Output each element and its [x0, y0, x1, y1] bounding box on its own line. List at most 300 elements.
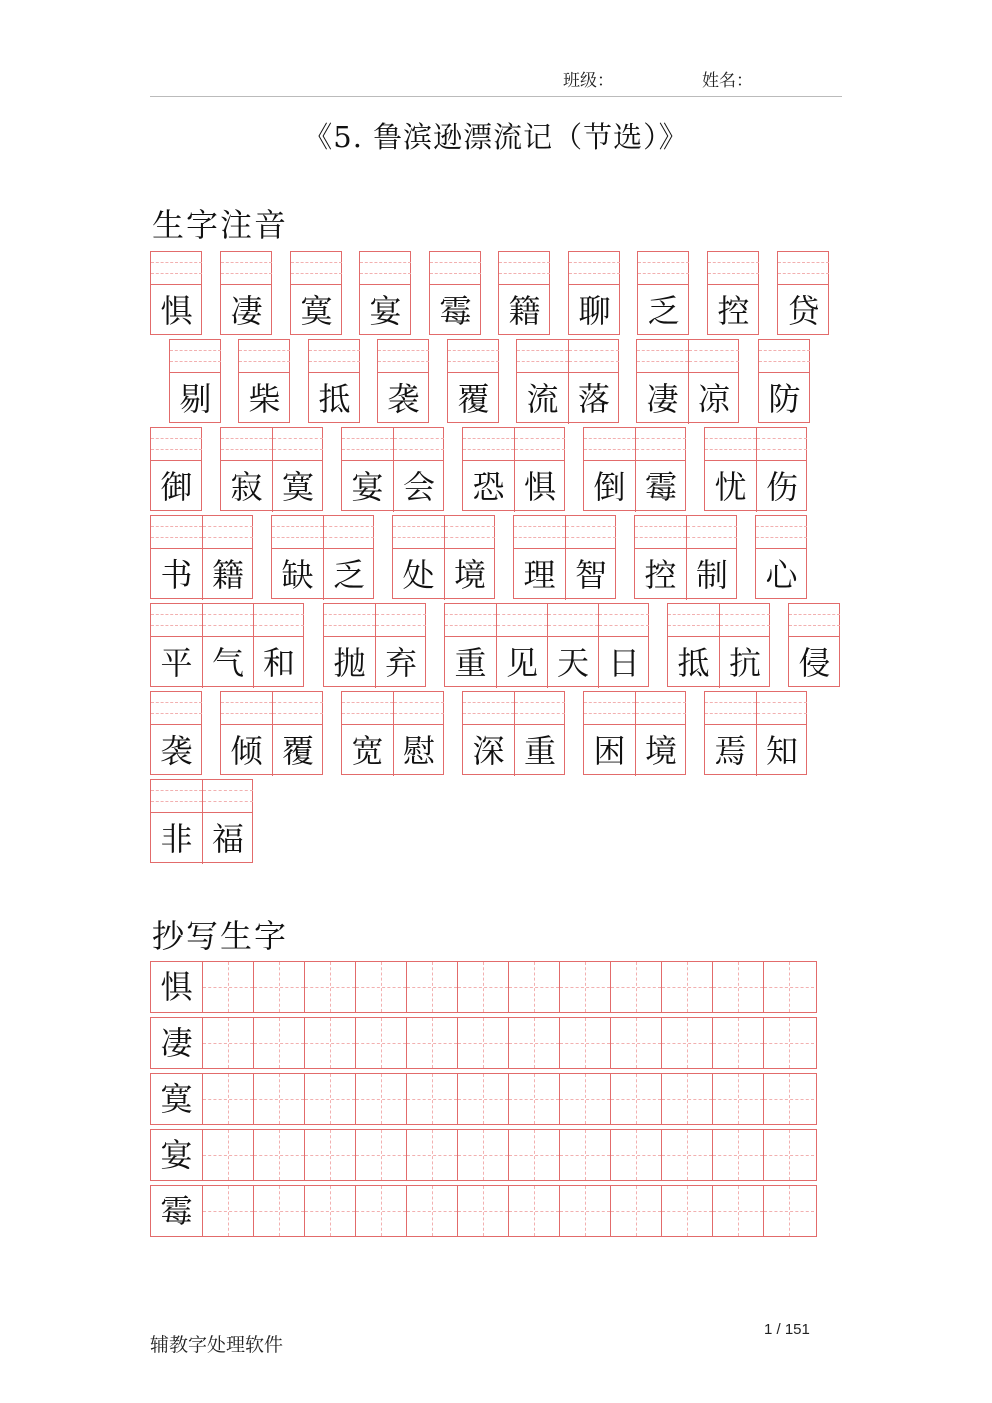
guide-line — [221, 702, 272, 703]
guide-line — [356, 1211, 406, 1212]
guide-line — [324, 537, 374, 538]
pinyin-writing-area — [705, 692, 756, 725]
guide-line — [151, 614, 202, 615]
guide-line — [151, 537, 202, 538]
guide-line — [636, 449, 686, 450]
guide-line — [305, 1043, 355, 1044]
pinyin-writing-area — [566, 516, 616, 549]
hanzi-character: 抵 — [318, 380, 351, 418]
guide-line — [203, 625, 253, 626]
hanzi-character: 寂 — [230, 468, 263, 506]
guide-line — [708, 262, 759, 263]
hanzi-character: 覆 — [457, 380, 490, 418]
character-cell — [668, 604, 719, 688]
guide-line — [151, 262, 202, 263]
character-cell — [547, 604, 598, 688]
pinyin-writing-area — [757, 692, 807, 725]
guide-line — [254, 1211, 304, 1212]
hanzi-character: 乏 — [647, 292, 680, 330]
character-cell — [221, 692, 272, 776]
practice-cell — [559, 1186, 610, 1236]
hanzi-character: 覆 — [281, 732, 314, 770]
guide-line — [611, 1155, 661, 1156]
practice-cell — [202, 1074, 253, 1124]
hanzi-character: 焉 — [714, 732, 747, 770]
practice-cell — [712, 1186, 763, 1236]
guide-line — [713, 1155, 763, 1156]
practice-cell — [151, 962, 202, 1012]
guide-line — [407, 1099, 457, 1100]
guide-line — [689, 361, 739, 362]
guide-line — [687, 537, 737, 538]
copy-row — [150, 1073, 817, 1125]
guide-line — [708, 273, 759, 274]
hanzi-character: 弃 — [384, 644, 417, 682]
guide-line — [356, 1043, 406, 1044]
guide-line — [757, 449, 807, 450]
pinyin-writing-area — [151, 516, 202, 549]
word-box — [150, 251, 202, 335]
guide-line — [515, 702, 565, 703]
hanzi-character: 控 — [717, 292, 750, 330]
guide-line — [764, 1211, 814, 1212]
guide-line — [499, 273, 550, 274]
hanzi-character: 凉 — [697, 380, 730, 418]
practice-cell — [304, 1186, 355, 1236]
character-cell — [221, 428, 272, 512]
footer-software: 辅教字处理软件 — [150, 1334, 284, 1356]
pinyin-writing-area — [569, 252, 620, 285]
pinyin-writing-area — [463, 692, 514, 725]
hanzi-character: 恐 — [472, 468, 505, 506]
hanzi-character: 凄 — [646, 380, 679, 418]
word-box — [220, 691, 323, 775]
pinyin-writing-area — [569, 340, 619, 373]
guide-line — [611, 1211, 661, 1212]
hanzi-character: 慰 — [402, 732, 435, 770]
word-box — [150, 779, 253, 863]
guide-line — [662, 1155, 712, 1156]
hanzi-character: 霉 — [439, 292, 472, 330]
practice-cell — [457, 1018, 508, 1068]
guide-line — [764, 987, 814, 988]
practice-cell — [355, 962, 406, 1012]
character-cell — [778, 252, 829, 336]
pinyin-writing-area — [635, 516, 686, 549]
guide-line — [273, 449, 323, 450]
character-cell — [272, 428, 323, 512]
hanzi-character: 倾 — [230, 732, 263, 770]
guide-line — [668, 625, 719, 626]
hanzi-character: 袭 — [160, 732, 193, 770]
hanzi-character: 缺 — [281, 556, 314, 594]
model-character: 寞 — [151, 1074, 202, 1124]
guide-line — [151, 526, 202, 527]
practice-cell — [151, 1074, 202, 1124]
hanzi-character: 防 — [768, 380, 801, 418]
character-cell — [638, 252, 689, 336]
hanzi-character: 制 — [695, 556, 728, 594]
hanzi-character: 日 — [607, 644, 640, 682]
character-cell — [514, 692, 565, 776]
guide-line — [221, 438, 272, 439]
practice-cell — [457, 1130, 508, 1180]
hanzi-character: 柴 — [248, 380, 281, 418]
word-box — [704, 691, 807, 775]
guide-line — [611, 1043, 661, 1044]
practice-cell — [253, 962, 304, 1012]
word-box — [513, 515, 616, 599]
guide-line — [560, 1211, 610, 1212]
practice-cell — [508, 1074, 559, 1124]
guide-line — [203, 537, 253, 538]
pinyin-writing-area — [689, 340, 739, 373]
pinyin-writing-area — [497, 604, 547, 637]
practice-cell — [559, 962, 610, 1012]
pinyin-writing-area — [273, 692, 323, 725]
guide-line — [584, 713, 635, 714]
practice-cell — [304, 1130, 355, 1180]
hanzi-character: 抗 — [728, 644, 761, 682]
pinyin-writing-area — [638, 252, 689, 285]
pinyin-writing-area — [376, 604, 426, 637]
guide-line — [509, 1043, 559, 1044]
character-cell — [756, 516, 807, 600]
pinyin-writing-area — [309, 340, 360, 373]
practice-cell — [253, 1130, 304, 1180]
word-box — [444, 603, 649, 687]
character-cell — [151, 604, 202, 688]
hanzi-character: 霉 — [644, 468, 677, 506]
practice-cell — [253, 1074, 304, 1124]
guide-line — [356, 987, 406, 988]
pinyin-writing-area — [291, 252, 342, 285]
guide-line — [638, 273, 689, 274]
practice-cell — [508, 1130, 559, 1180]
hanzi-character: 境 — [644, 732, 677, 770]
character-cell — [393, 516, 444, 600]
practice-cell — [661, 1074, 712, 1124]
character-cell — [448, 340, 499, 424]
hanzi-character: 宽 — [351, 732, 384, 770]
pinyin-writing-area — [203, 604, 253, 637]
guide-line — [254, 987, 304, 988]
guide-line — [599, 614, 649, 615]
guide-line — [291, 273, 342, 274]
pinyin-writing-area — [324, 604, 375, 637]
character-cell — [202, 604, 253, 688]
character-cell — [635, 428, 686, 512]
guide-line — [448, 350, 499, 351]
character-cell — [517, 340, 568, 424]
guide-line — [584, 438, 635, 439]
guide-line — [305, 1099, 355, 1100]
guide-line — [151, 625, 202, 626]
guide-line — [687, 526, 737, 527]
hanzi-character: 知 — [765, 732, 798, 770]
character-cell — [756, 692, 807, 776]
character-cell — [635, 692, 686, 776]
guide-line — [569, 262, 620, 263]
hanzi-character: 聊 — [578, 292, 611, 330]
hanzi-character: 袭 — [387, 380, 420, 418]
practice-cell — [202, 1018, 253, 1068]
guide-line — [356, 1155, 406, 1156]
pinyin-writing-area — [342, 692, 393, 725]
hanzi-character: 贷 — [787, 292, 820, 330]
practice-cell — [508, 962, 559, 1012]
word-box — [707, 251, 759, 335]
hanzi-character: 境 — [453, 556, 486, 594]
guide-line — [203, 790, 253, 791]
guide-line — [407, 987, 457, 988]
character-cell — [202, 780, 253, 864]
character-cell — [719, 604, 770, 688]
practice-cell — [151, 1018, 202, 1068]
copy-row — [150, 961, 817, 1013]
guide-line — [611, 987, 661, 988]
name-label: 姓名： — [702, 71, 753, 91]
guide-line — [713, 1099, 763, 1100]
guide-line — [705, 713, 756, 714]
guide-line — [309, 350, 360, 351]
character-cell — [686, 516, 737, 600]
character-cell — [360, 252, 411, 336]
guide-line — [566, 526, 616, 527]
guide-line — [515, 713, 565, 714]
class-label: 班级： — [563, 71, 614, 91]
word-box — [271, 515, 374, 599]
guide-line — [584, 702, 635, 703]
character-cell — [514, 516, 565, 600]
pinyin-writing-area — [584, 428, 635, 461]
hanzi-character: 控 — [644, 556, 677, 594]
guide-line — [170, 350, 221, 351]
pinyin-writing-area — [273, 428, 323, 461]
practice-cell — [202, 962, 253, 1012]
pinyin-writing-area — [394, 692, 444, 725]
pinyin-writing-area — [221, 252, 272, 285]
word-box — [377, 339, 429, 423]
word-box — [150, 515, 253, 599]
character-cell — [151, 692, 202, 776]
guide-line — [151, 438, 202, 439]
pinyin-writing-area — [151, 604, 202, 637]
guide-line — [514, 526, 565, 527]
guide-line — [291, 262, 342, 263]
guide-line — [151, 449, 202, 450]
guide-line — [756, 537, 807, 538]
guide-line — [254, 1043, 304, 1044]
hanzi-character: 深 — [472, 732, 505, 770]
guide-line — [272, 526, 323, 527]
guide-line — [757, 713, 807, 714]
hanzi-character: 落 — [577, 380, 610, 418]
guide-line — [305, 1155, 355, 1156]
pinyin-writing-area — [789, 604, 840, 637]
guide-line — [458, 1211, 508, 1212]
hanzi-character: 抵 — [677, 644, 710, 682]
character-cell — [584, 692, 635, 776]
guide-line — [407, 1155, 457, 1156]
pinyin-writing-area — [778, 252, 829, 285]
guide-line — [515, 449, 565, 450]
guide-line — [569, 361, 619, 362]
hanzi-character: 惧 — [523, 468, 556, 506]
hanzi-character: 凄 — [230, 292, 263, 330]
guide-line — [705, 702, 756, 703]
guide-line — [560, 1043, 610, 1044]
word-box — [758, 339, 810, 423]
character-cell — [272, 516, 323, 600]
guide-line — [203, 1155, 253, 1156]
guide-line — [560, 1099, 610, 1100]
character-cell — [323, 516, 374, 600]
guide-line — [458, 1155, 508, 1156]
guide-line — [378, 361, 429, 362]
guide-line — [324, 625, 375, 626]
practice-cell — [763, 1130, 814, 1180]
pinyin-writing-area — [254, 604, 304, 637]
practice-cell — [304, 1018, 355, 1068]
guide-line — [637, 361, 688, 362]
guide-line — [305, 987, 355, 988]
word-box — [637, 251, 689, 335]
practice-cell — [559, 1130, 610, 1180]
practice-cell — [457, 1186, 508, 1236]
guide-line — [254, 1155, 304, 1156]
guide-line — [713, 1211, 763, 1212]
practice-cell — [661, 1018, 712, 1068]
hanzi-character: 重 — [454, 644, 487, 682]
guide-line — [637, 350, 688, 351]
guide-line — [515, 438, 565, 439]
practice-cell — [661, 1186, 712, 1236]
guide-line — [789, 614, 840, 615]
guide-line — [636, 438, 686, 439]
character-cell — [393, 428, 444, 512]
practice-cell — [610, 1018, 661, 1068]
pinyin-writing-area — [221, 692, 272, 725]
word-box — [583, 691, 686, 775]
character-cell — [324, 604, 375, 688]
guide-line — [756, 526, 807, 527]
guide-line — [463, 713, 514, 714]
practice-cell — [253, 1018, 304, 1068]
pinyin-writing-area — [448, 340, 499, 373]
guide-line — [430, 273, 481, 274]
character-cell — [151, 780, 202, 864]
pinyin-writing-area — [445, 604, 496, 637]
model-character: 凄 — [151, 1018, 202, 1068]
guide-line — [254, 1099, 304, 1100]
guide-line — [151, 273, 202, 274]
word-box — [392, 515, 495, 599]
practice-cell — [610, 1074, 661, 1124]
guide-line — [342, 713, 393, 714]
hanzi-character: 籍 — [508, 292, 541, 330]
guide-line — [720, 614, 770, 615]
word-box — [220, 427, 323, 511]
pinyin-writing-area — [221, 428, 272, 461]
guide-line — [463, 438, 514, 439]
guide-line — [548, 625, 598, 626]
word-box — [238, 339, 290, 423]
practice-cell — [661, 1130, 712, 1180]
guide-line — [569, 273, 620, 274]
guide-line — [445, 526, 495, 527]
guide-line — [273, 713, 323, 714]
practice-cell — [508, 1186, 559, 1236]
guide-line — [757, 438, 807, 439]
guide-line — [713, 1043, 763, 1044]
word-box — [788, 603, 840, 687]
hanzi-character: 乏 — [332, 556, 365, 594]
character-cell — [635, 516, 686, 600]
word-box — [150, 691, 202, 775]
pinyin-writing-area — [756, 516, 807, 549]
character-cell — [569, 252, 620, 336]
guide-line — [393, 537, 444, 538]
guide-line — [638, 262, 689, 263]
guide-line — [445, 537, 495, 538]
practice-cell — [457, 962, 508, 1012]
hanzi-character: 惧 — [160, 292, 193, 330]
guide-line — [221, 262, 272, 263]
hanzi-character: 剔 — [179, 380, 212, 418]
practice-cell — [508, 1018, 559, 1068]
guide-line — [517, 361, 568, 362]
practice-cell — [712, 1130, 763, 1180]
guide-line — [668, 614, 719, 615]
guide-line — [517, 350, 568, 351]
character-cell — [375, 604, 426, 688]
guide-line — [497, 614, 547, 615]
word-box — [323, 603, 426, 687]
hanzi-character: 困 — [593, 732, 626, 770]
pinyin-writing-area — [151, 252, 202, 285]
character-cell — [253, 604, 304, 688]
practice-cell — [763, 1186, 814, 1236]
character-cell — [291, 252, 342, 336]
practice-cell — [202, 1186, 253, 1236]
guide-line — [514, 537, 565, 538]
guide-line — [254, 614, 304, 615]
pinyin-writing-area — [759, 340, 810, 373]
character-cell — [565, 516, 616, 600]
guide-line — [497, 625, 547, 626]
word-box — [634, 515, 737, 599]
pinyin-writing-area — [599, 604, 649, 637]
hanzi-character: 宴 — [351, 468, 384, 506]
practice-cell — [406, 1074, 457, 1124]
pinyin-writing-area — [393, 516, 444, 549]
pinyin-writing-area — [687, 516, 737, 549]
pinyin-writing-area — [151, 692, 202, 725]
practice-cell — [253, 1186, 304, 1236]
character-cell — [430, 252, 481, 336]
practice-cell — [406, 962, 457, 1012]
character-cell — [221, 252, 272, 336]
guide-line — [376, 625, 426, 626]
guide-line — [662, 987, 712, 988]
character-cell — [151, 516, 202, 600]
practice-cell — [202, 1130, 253, 1180]
guide-line — [463, 702, 514, 703]
pinyin-writing-area — [151, 428, 202, 461]
guide-line — [764, 1099, 814, 1100]
character-cell — [444, 516, 495, 600]
